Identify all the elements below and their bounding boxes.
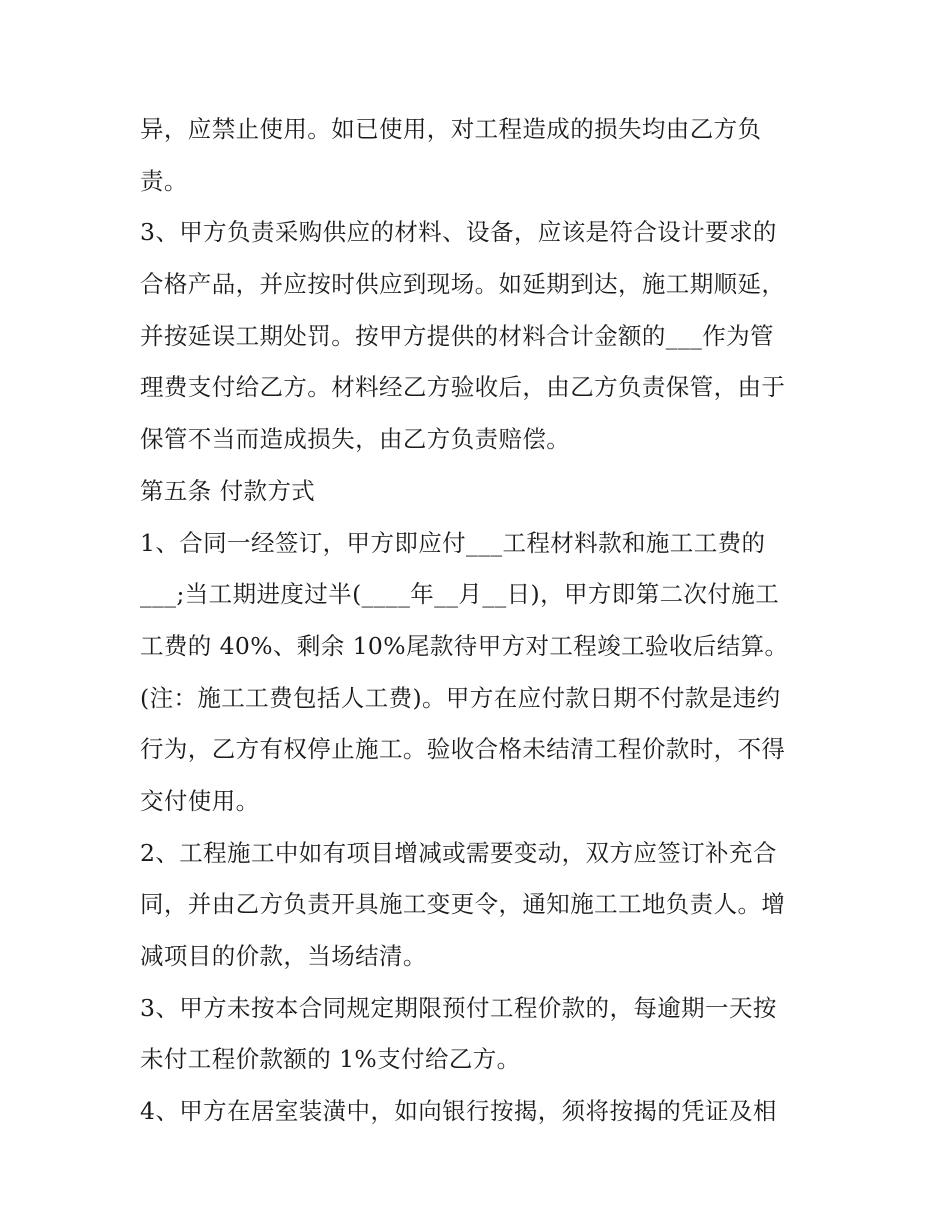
text-line: 并按延误工期处罚。按甲方提供的材料合计金额的___作为管: [140, 321, 774, 350]
text-line: 交付使用。: [140, 786, 260, 815]
text-line: 3、甲方负责采购供应的材料、设备，应该是符合设计要求的: [140, 218, 777, 247]
text-line: 异，应禁止使用。如已使用，对工程造成的损失均由乙方负: [140, 115, 762, 143]
text-line: 行为，乙方有权停止施工。验收合格未结清工程价款时，不得: [140, 735, 786, 764]
text-line: 减项目的价款，当场结清。: [140, 942, 427, 970]
text-line: 4、甲方在居室装潢中，如向银行按揭，须将按揭的凭证及相: [140, 1097, 777, 1126]
text-line: 保管不当而造成损失，由乙方负责赔偿。: [140, 425, 571, 454]
text-line: 工费的 40%、剩余 10%尾款待甲方对工程竣工验收后结算。: [140, 631, 789, 660]
text-line: 合格产品，并应按时供应到现场。如延期到达，施工期顺延，: [140, 270, 786, 299]
document-body: [140, 104, 820, 1138]
section-heading: 第五条 付款方式: [140, 476, 316, 505]
text-line: 3、甲方未按本合同规定期限预付工程价款的，每逾期一天按: [140, 993, 777, 1022]
text-line: 责。: [140, 166, 188, 195]
text-line: 1、合同一经签订，甲方即应付___工程材料款和施工工费的: [140, 528, 766, 557]
text-line: 同，并由乙方负责开具施工变更令，通知施工工地负责人。增: [140, 890, 786, 919]
text-line: ___;当工期进度过半(____年__月__日)，甲方即第二次付施工: [140, 580, 780, 609]
text-line: 2、工程施工中如有项目增减或需要变动，双方应签订补充合: [140, 838, 777, 867]
text-line: (注：施工工费包括人工费)。甲方在应付款日期不付款是违约: [140, 683, 781, 712]
text-line: 理费支付给乙方。材料经乙方验收后，由乙方负责保管，由于: [140, 373, 786, 402]
text-line: 未付工程价款额的 1%支付给乙方。: [140, 1045, 521, 1074]
